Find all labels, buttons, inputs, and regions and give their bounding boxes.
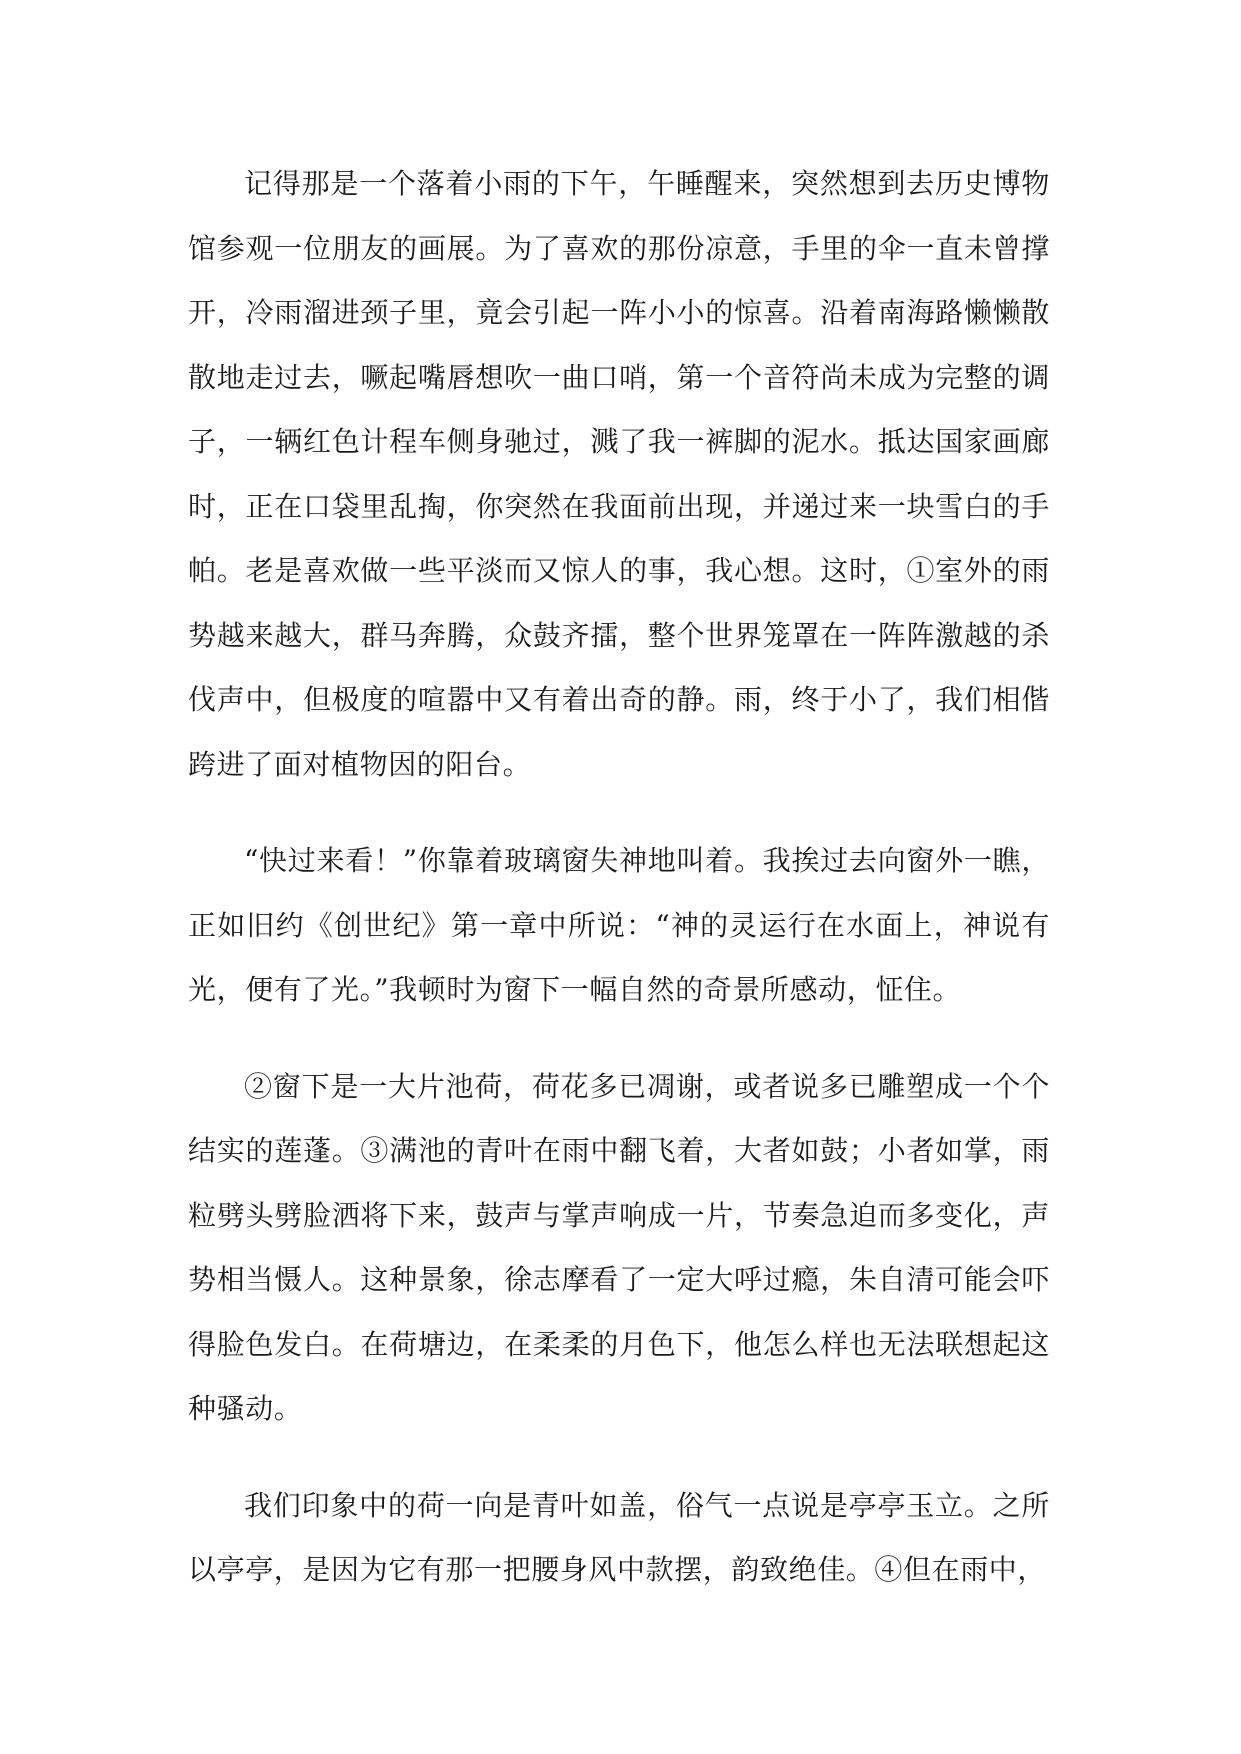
document-body: [188, 152, 1050, 1603]
paragraph-1: 记得那是一个落着小雨的下午，午睡醒来，突然想到去历史博物馆参观一位朋友的画展。为了喜欢的那份凉意，手里的伞一直未曾撑开，冷雨溜进颈子里，竟会引起一阵小小的惊喜。沿着南海路懒懒散散地走过去，噘起嘴唇想吹一曲口哨，第一个音符尚未成为完整的调子，一辆红色计程车侧身驰过，溅了我一裤脚的泥水。抵达国家画廊时，正在口袋里乱掏，你突然在我面前出现，并递过来一块雪白的手帕。老是喜欢做一些平淡而又惊人的事，我心想。这时，①室外的雨势越来越大，群马奔腾，众鼓齐擂，整个世界笼罩在一阵阵激越的杀伐声中，但极度的喧嚣中又有着出奇的静。雨，终于小了，我们相偕跨进了面对植物因的阳台。: [188, 167, 1050, 781]
paragraph-3: ②窗下是一大片池荷，荷花多已凋谢，或者说多已雕塑成一个个结实的莲蓬。③满池的青叶在雨中翻飞着，大者如鼓；小者如掌，雨粒劈头劈脸洒将下来，鼓声与掌声响成一片，节奏急迫而多变化，声势相当慑人。这种景象，徐志摩看了一定大呼过瘾，朱自清可能会吓得脸色发白。在荷塘边，在柔柔的月色下，他怎么样也无法联想起这种骚动。: [188, 1069, 1050, 1425]
paragraph-2: “快过来看！”你靠着玻璃窗失神地叫着。我挨过去向窗外一瞧，正如旧约《创世纪》第一章中所说：“神的灵运行在水面上，神说有光，便有了光。”我顿时为窗下一幅自然的奇景所感动，怔住。: [188, 844, 1050, 1006]
paragraph-4: 我们印象中的荷一向是青叶如盖，俗气一点说是亭亭玉立。之所以亭亭，是因为它有那一把腰身风中款摆，韵致绝佳。④但在雨中，: [188, 1488, 1050, 1586]
